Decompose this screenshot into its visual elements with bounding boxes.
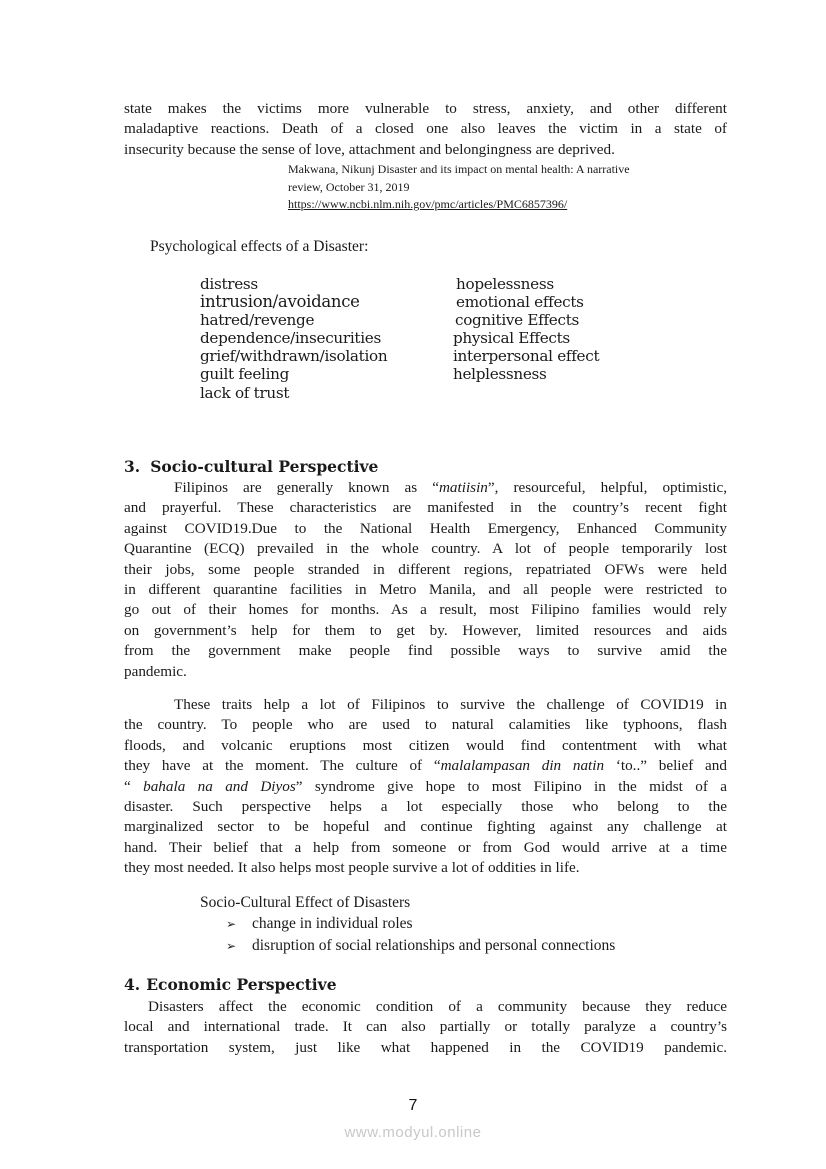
section-number: 4. [124, 975, 141, 994]
text-line: disaster. Such perspective helps a lot especially those who belong to the [124, 798, 727, 816]
section-3-paragraph-1 [124, 478, 727, 682]
page-number: 7 [408, 1097, 418, 1114]
list-item: grief/withdrawn/isolation [200, 347, 388, 366]
italic-term: malalampasan din natin [440, 757, 605, 775]
psych-effects-right-list [453, 275, 599, 384]
text-line: floods, and volcanic eruptions most citizen would find contentment with what [124, 736, 727, 754]
text-line: against COVID19.Due to the National Health Emergency, Enhanced Community [124, 519, 727, 537]
text-line: go out of their homes for months. As a result, most Filipino families would rely [124, 601, 727, 619]
section-title: Socio-cultural Perspective [150, 457, 379, 476]
list-item: lack of trust [200, 383, 290, 402]
socio-cultural-effects [200, 892, 615, 957]
text-line: maladaptive reactions. Death of a closed one also leaves the victim in a state of [124, 120, 727, 138]
list-item: hopelessness [456, 275, 554, 293]
bullet-item: ➢ change in individual roles [200, 913, 615, 935]
text-line: transportation system, just like what happened in the COVID19 pandemic. [124, 1038, 727, 1056]
text-line: Filipinos are generally known as “matiisin”, resourceful, helpful, optimistic, [174, 479, 727, 496]
section-4-heading [124, 975, 337, 994]
citation [288, 161, 630, 214]
text-line: in different quarantine facilities in Metro Manila, and all people were restricted to [124, 581, 727, 599]
psych-effects-left-list [200, 275, 387, 402]
text-line: they have at the moment. The culture of “malalampasan din natin ‘to..” belief and [124, 757, 727, 775]
text-line: local and international trade. It can also partially or totally paralyze a country’s [124, 1018, 727, 1036]
section-4-paragraph [124, 997, 727, 1058]
list-item: emotional effects [456, 293, 584, 312]
section-title: Economic Perspective [146, 975, 337, 994]
psych-effects-label: Psychological effects of a Disaster: [150, 238, 369, 255]
text-line: These traits help a lot of Filipinos to survive the challenge of COVID19 in [174, 696, 727, 713]
list-item: physical Effects [453, 329, 570, 348]
list-item: intrusion/avoidance [200, 292, 360, 312]
text-line: their jobs, some people stranded in different regions, repatriated OFWs were held [124, 560, 727, 578]
section-number: 3. [124, 457, 141, 476]
arrow-bullet-icon: ➢ [226, 917, 237, 931]
list-item: dependence/insecurities [200, 329, 381, 348]
bullet-item: ➢ disruption of social relationships and personal connections [200, 935, 615, 957]
italic-term: matiisin [438, 479, 488, 496]
text-line: the country. To people who are used to natural calamities like typhoons, flash [124, 716, 727, 734]
text-line: state makes the victims more vulnerable to stress, anxiety, and other different [124, 100, 727, 117]
text-line: and prayerful. These characteristics are manifested in the country’s recent fight [124, 499, 727, 517]
watermark: www.modyul.online [344, 1124, 482, 1141]
text-line: “ bahala na and Diyos” syndrome give hope to most Filipino in the midst of a [124, 777, 728, 795]
text-line: they most needed. It also helps most people survive a lot of oddities in life. [124, 859, 580, 877]
citation-text: Makwana, Nikunj Disaster and its impact on mental health: A narrative [288, 162, 630, 176]
text-line: from the government make people find possible ways to survive amid the [124, 642, 727, 660]
text-line: marginalized sector to be hopeful and continue fighting against any challenge at [124, 818, 727, 836]
text-line: insecurity because the sense of love, attachment and belongingness are deprived. [124, 140, 615, 158]
italic-term: bahala na and Diyos [143, 777, 296, 795]
citation-text: review, October 31, 2019 [288, 179, 410, 194]
list-item: hatred/revenge [200, 311, 315, 330]
citation-link[interactable]: https://www.ncbi.nlm.nih.gov/pmc/articles/PMC6857396/ [288, 197, 568, 211]
section-3-heading [124, 457, 378, 476]
list-item: helplessness [453, 365, 547, 384]
intro-paragraph [124, 99, 727, 160]
text-line: hand. Their belief that a help from someone or from God would arrive at a time [124, 838, 727, 856]
list-item: cognitive Effects [455, 311, 579, 330]
effects-label: Socio-Cultural Effect of Disasters [200, 894, 411, 911]
list-item: interpersonal effect [453, 347, 600, 366]
text-line: on government’s help for them to get by. However, limited resources and aids [124, 621, 727, 639]
list-item: distress [200, 275, 258, 293]
section-3-paragraph-2 [124, 695, 727, 879]
list-item: guilt feeling [200, 365, 290, 384]
text-line: pandemic. [124, 662, 187, 680]
text-line: Quarantine (ECQ) prevailed in the whole country. A lot of people temporarily lost [124, 540, 727, 558]
arrow-bullet-icon: ➢ [226, 939, 237, 953]
text-line: Disasters affect the economic condition of a community because they reduce [148, 998, 727, 1015]
